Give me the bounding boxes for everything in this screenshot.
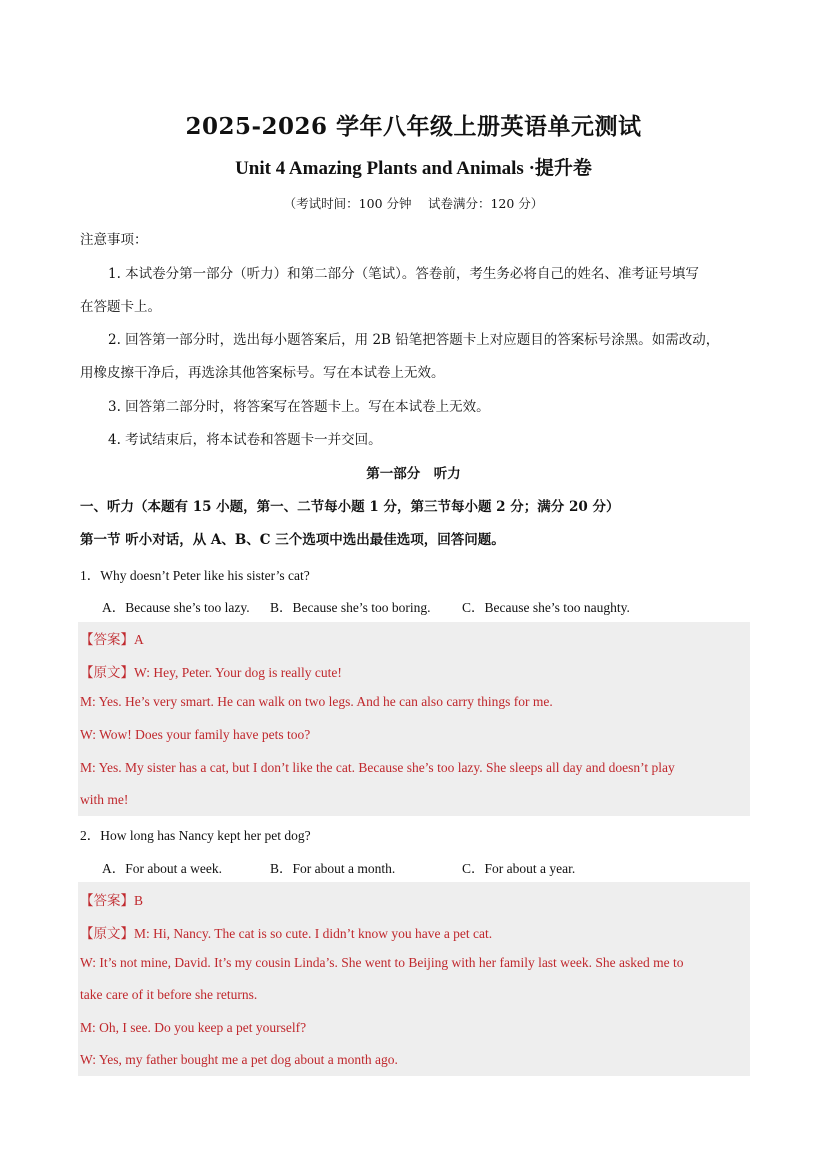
question-1-options bbox=[102, 596, 630, 616]
transcript-2-line-3: take care of it before she returns. bbox=[80, 987, 258, 1002]
transcript-1-line-5: with me! bbox=[80, 792, 129, 807]
answer-1: 【答案】A bbox=[80, 632, 144, 648]
part-heading: 第一部分 听力 bbox=[366, 466, 461, 482]
question-1: 1．Why doesn’t Peter like his sister’s cat? bbox=[80, 568, 310, 583]
note-2-line-2: 用橡皮擦干净后，再选涂其他答案标号。写在本试卷上无效。 bbox=[80, 365, 445, 381]
transcript-1-line-2: M: Yes. He’s very smart. He can walk on two legs. And he can also carry things for me. bbox=[80, 694, 553, 709]
answer-box-2 bbox=[78, 882, 750, 1076]
transcript-2-line-1: 【原文】M: Hi, Nancy. The cat is so cute. I didn’t know you have a pet cat. bbox=[80, 926, 493, 942]
page-title: 2025-2026 学年八年级上册英语单元测试 bbox=[185, 113, 642, 140]
option-a: A．For about a week. bbox=[102, 861, 222, 876]
note-1-line-2: 在答题卡上。 bbox=[80, 299, 161, 315]
note-2-line-1: 2. 回答第一部分时，选出每小题答案后，用 2B 铅笔把答题卡上对应题目的答案标号涂黑。如需改动， bbox=[108, 332, 720, 348]
section-heading: 一、听力（本题有 15 小题，第一、二节每小题 1 分，第三节每小题 2 分；满分 20 分） bbox=[80, 499, 620, 515]
transcript-2-line-2: W: It’s not mine, David. It’s my cousin Linda’s. She went to Beijing with her family last week. She asked me to bbox=[80, 955, 684, 970]
option-c: C．Because she’s too naughty. bbox=[462, 600, 630, 615]
transcript-2-line-5: W: Yes, my father bought me a pet dog about a month ago. bbox=[80, 1052, 398, 1067]
option-b: B．Because she’s too boring. bbox=[270, 600, 431, 615]
transcript-1-line-3: W: Wow! Does your family have pets too? bbox=[80, 727, 311, 742]
transcript-1-line-4: M: Yes. My sister has a cat, but I don’t like the cat. Because she’s too lazy. She sleeps all day and doesn’t play bbox=[80, 760, 675, 775]
transcript-tag: 【原文】 bbox=[80, 926, 134, 942]
note-3: 3. 回答第二部分时，将答案写在答题卡上。写在本试卷上无效。 bbox=[108, 399, 490, 415]
transcript-tag: 【原文】 bbox=[80, 665, 134, 681]
notes-heading: 注意事项： bbox=[80, 232, 148, 248]
page-subtitle: Unit 4 Amazing Plants and Animals ·提升卷 bbox=[235, 158, 592, 179]
option-b: B．For about a month. bbox=[270, 861, 396, 876]
exam-info: （考试时间：100 分钟 试卷满分：120 分） bbox=[283, 196, 544, 211]
question-2: 2．How long has Nancy kept her pet dog? bbox=[80, 828, 311, 843]
answer-tag: 【答案】 bbox=[80, 632, 134, 648]
note-1-line-1: 1. 本试卷分第一部分（听力）和第二部分（笔试）。答卷前，考生务必将自己的姓名、准考证号填写 bbox=[108, 266, 699, 282]
transcript-1-line-1: 【原文】W: Hey, Peter. Your dog is really cute! bbox=[80, 665, 342, 681]
option-a: A．Because she’s too lazy. bbox=[102, 600, 250, 615]
answer-2: 【答案】B bbox=[80, 893, 144, 909]
answer-tag: 【答案】 bbox=[80, 893, 134, 909]
subsection-heading: 第一节 听小对话，从 A、B、C 三个选项中选出最佳选项，回答问题。 bbox=[80, 532, 505, 548]
question-2-options bbox=[102, 857, 575, 877]
option-c: C．For about a year. bbox=[462, 861, 576, 876]
note-4: 4. 考试结束后，将本试卷和答题卡一并交回。 bbox=[108, 432, 382, 448]
transcript-2-line-4: M: Oh, I see. Do you keep a pet yourself? bbox=[80, 1020, 307, 1035]
answer-box-1 bbox=[78, 622, 750, 816]
